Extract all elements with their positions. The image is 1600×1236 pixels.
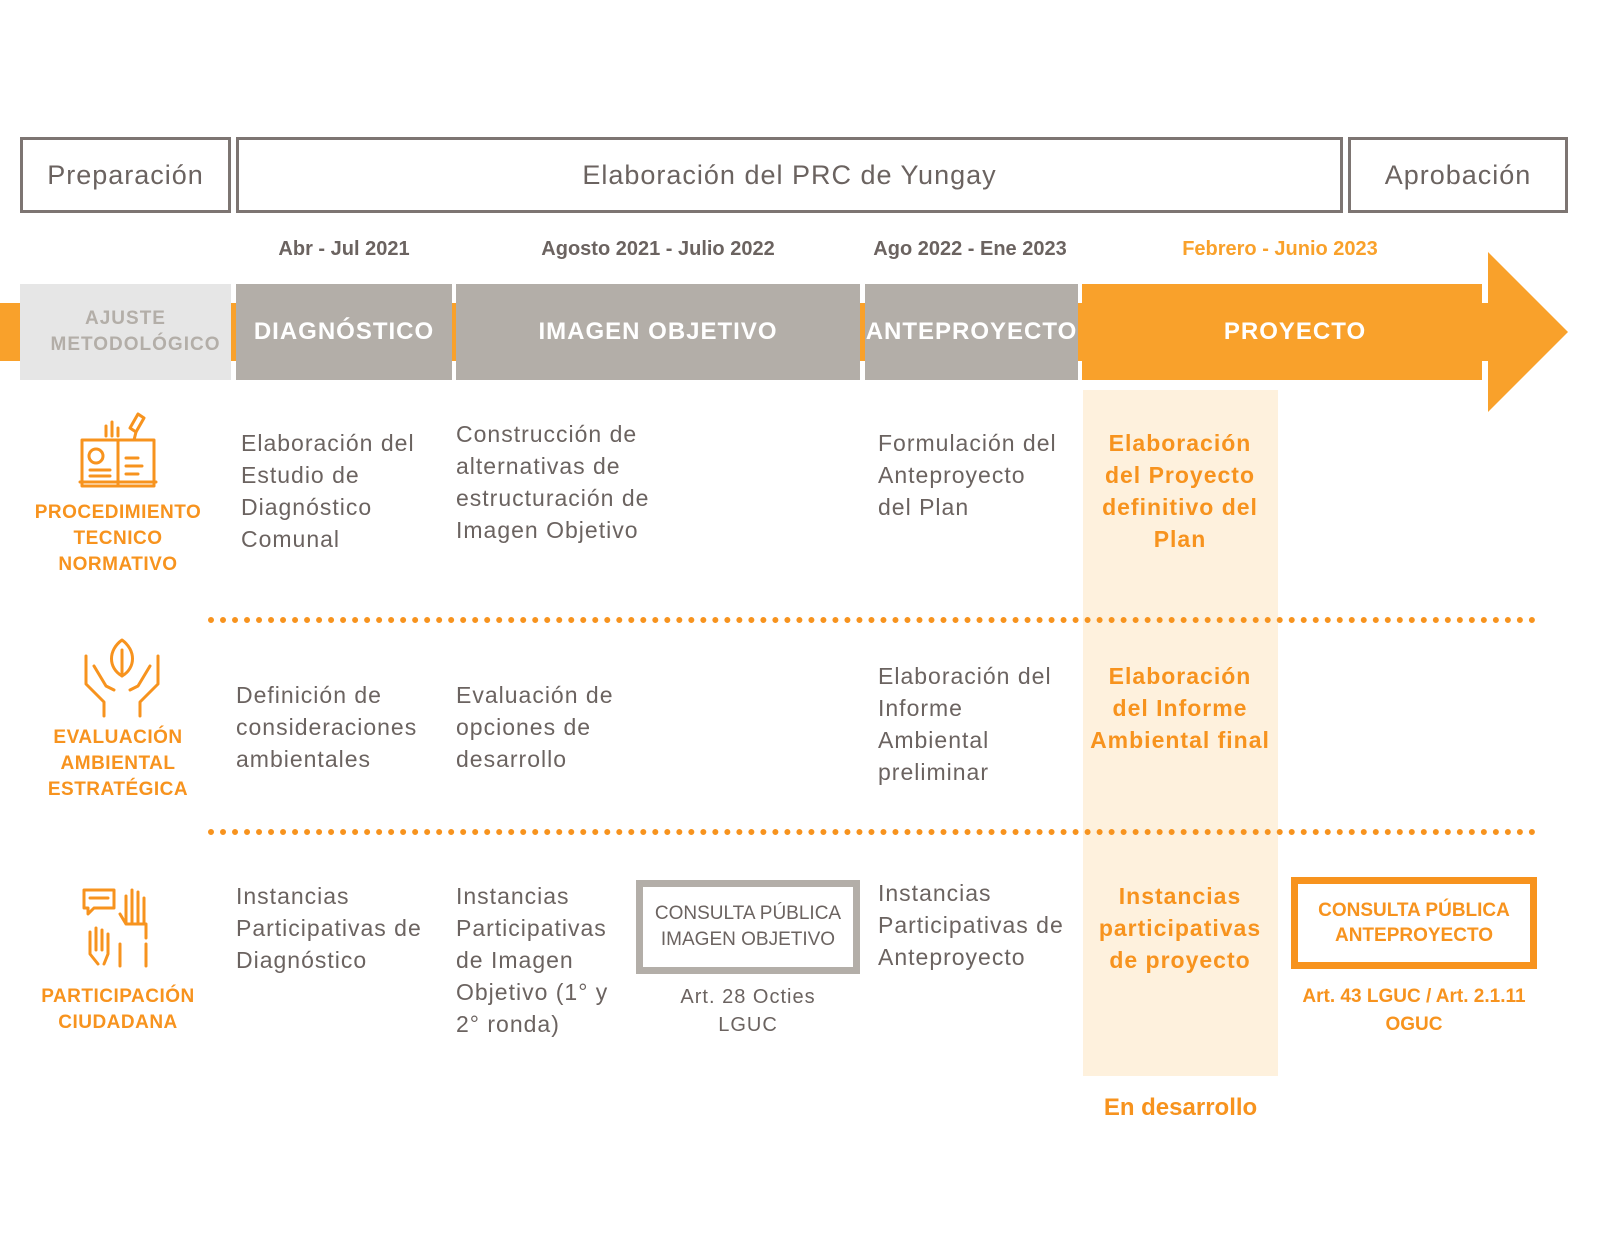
stage-imagen bbox=[456, 284, 860, 380]
row-label-procedimiento: PROCEDIMIENTO TECNICO NORMATIVO bbox=[34, 502, 202, 575]
phase-preparacion-label: Preparación bbox=[47, 159, 204, 190]
consulta-imagen-label: CONSULTA PÚBLICA IMAGEN OBJETIVO bbox=[654, 903, 842, 950]
date-anteproyecto: Ago 2022 - Ene 2023 bbox=[873, 238, 1067, 260]
notebook-pencil-icon bbox=[78, 410, 158, 490]
stage-ajuste bbox=[20, 284, 231, 380]
date-proyecto: Febrero - Junio 2023 bbox=[1182, 238, 1378, 260]
cell-eval-proyecto: Elaboración del Informe Ambiental final bbox=[1090, 663, 1270, 753]
row-label-participacion: PARTICIPACIÓN CIUDADANA bbox=[41, 986, 195, 1033]
consulta-imagen-note: Art. 28 Octies LGUC bbox=[680, 986, 816, 1036]
consulta-anteproyecto-note: Art. 43 LGUC / Art. 2.1.11 OGUC bbox=[1302, 986, 1526, 1035]
phase-aprobacion bbox=[1348, 137, 1568, 213]
stage-ajuste-label: AJUSTE METODOLÓGICO bbox=[50, 308, 221, 355]
stage-proyecto bbox=[1082, 284, 1508, 380]
cell-part-anteproyecto: Instancias Participativas de Anteproyecto bbox=[878, 880, 1064, 970]
row-label-evaluacion: EVALUACIÓN AMBIENTAL ESTRATÉGICA bbox=[47, 727, 189, 800]
cell-part-proyecto: Instancias participativas de proyecto bbox=[1098, 883, 1262, 973]
date-imagen: Agosto 2021 - Julio 2022 bbox=[541, 238, 775, 260]
consulta-anteproyecto-label: CONSULTA PÚBLICA ANTEPROYECTO bbox=[1318, 900, 1510, 946]
stage-imagen-label: IMAGEN OBJETIVO bbox=[538, 318, 778, 345]
hands-leaf-icon bbox=[80, 636, 164, 720]
cell-proc-proyecto: Elaboración del Proyecto definitivo del Plan bbox=[1102, 430, 1258, 552]
cell-eval-imagen: Evaluación de opciones de desarrollo bbox=[456, 682, 614, 772]
phase-elaboracion-label: Elaboración del PRC de Yungay bbox=[582, 159, 997, 190]
cell-eval-anteproyecto: Elaboración del Informe Ambiental preliminar bbox=[878, 663, 1052, 785]
raised-hands-icon bbox=[80, 884, 156, 968]
phase-elaboracion bbox=[236, 137, 1343, 213]
stage-diagnostico-label: DIAGNÓSTICO bbox=[253, 318, 435, 345]
cell-proc-diagnostico: Elaboración del Estudio de Diagnóstico Comunal bbox=[241, 430, 415, 552]
cell-part-imagen: Instancias Participativas de Imagen Objetivo (1° y 2° ronda) bbox=[456, 883, 609, 1037]
row-divider-1 bbox=[208, 617, 1536, 623]
stage-diagnostico bbox=[236, 284, 452, 380]
consulta-imagen-box bbox=[636, 880, 860, 974]
date-diagnostico: Abr - Jul 2021 bbox=[278, 238, 410, 260]
stage-proyecto-label: PROYECTO bbox=[1223, 318, 1367, 345]
phase-aprobacion-label: Aprobación bbox=[1384, 159, 1532, 190]
cell-eval-diagnostico: Definición de consideraciones ambientales bbox=[236, 682, 418, 772]
stage-anteproyecto-label: ANTEPROYECTO bbox=[865, 318, 1078, 345]
phase-preparacion bbox=[20, 137, 231, 213]
cell-proc-imagen: Construcción de alternativas de estructuración de Imagen Objetivo bbox=[456, 421, 650, 543]
consulta-anteproyecto-box bbox=[1291, 877, 1537, 969]
status-label: En desarrollo bbox=[1103, 1094, 1258, 1121]
row-divider-2 bbox=[208, 829, 1536, 835]
cell-proc-anteproyecto: Formulación del Anteproyecto del Plan bbox=[878, 430, 1057, 520]
stage-anteproyecto bbox=[865, 284, 1078, 380]
cell-part-diagnostico: Instancias Participativas de Diagnóstico bbox=[236, 883, 422, 973]
